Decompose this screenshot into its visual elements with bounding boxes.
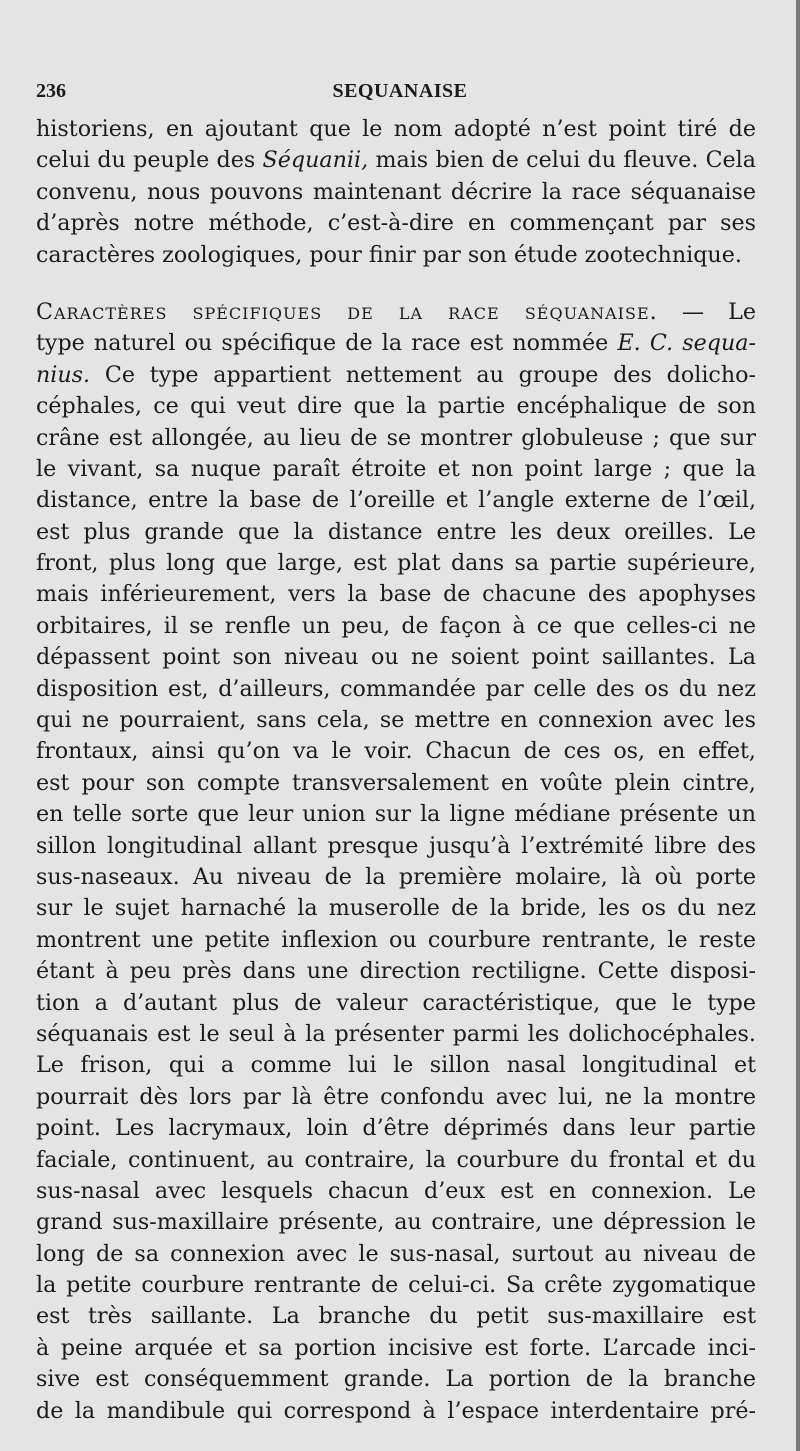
text-line: céphales, ce qui veut dire que la partie encéphalique de son [36,393,756,420]
text-line: faciale, continuent, au contraire, la courbure du frontal et du [36,1146,756,1173]
text-fragment: celui du peuple des [36,147,263,174]
section-heading: Caractères spécifiques de la race séquanaise. [36,298,658,325]
text-line: est pour son compte transversalement en voûte plein cintre, [36,769,756,796]
text-line: à peine arquée et sa portion incisive est forte. L’arcade inci- [36,1334,756,1361]
running-head [36,80,764,108]
page-number: 236 [36,80,66,102]
text-line: mais inférieurement, vers la base de chacune des apophyses [36,581,756,608]
text-line: d’après notre méthode, c’est-à-dire en commençant par ses [36,210,756,237]
text-fragment: type naturel ou spécifique de la race est nommée [36,330,618,357]
italic-term: nius. [36,361,91,388]
text-line: séquanais est le seul à la présenter parmi les dolichocéphales. [36,1020,756,1047]
paragraph-gap [36,271,756,297]
text-line: historiens, en ajoutant que le nom adopté n’est point tiré de [36,116,756,142]
text-line: est très saillante. La branche du petit sus-maxillaire est [36,1303,756,1330]
text-line: long de sa connexion avec le sus-nasal, surtout au niveau de [36,1240,756,1267]
text-line: de la mandibule qui correspond à l’espace interdentaire pré- [36,1397,756,1424]
text-line: dépassent point son niveau ou ne soient point saillantes. La [36,644,756,671]
text-line: caractères zoologiques, pour finir par son étude zootechnique. [36,241,742,268]
text-line: frontaux, ainsi qu’on va le voir. Chacun de ces os, en effet, [36,738,756,765]
text-line: la petite courbure rentrante de celui-ci. Sa crête zygomatique [36,1272,756,1299]
text-line [36,145,756,176]
text-fragment: — Le [657,298,756,325]
text-line: tion a d’autant plus de valeur caractéristique, que le type [36,989,756,1016]
text-line: crâne est allongée, au lieu de se montrer globuleuse ; que sur [36,424,756,451]
italic-term: E. C. sequa- [617,330,756,357]
text-line: convenu, nous pouvons maintenant décrire la race séquanaise [36,178,756,205]
text-line: point. Les lacrymaux, loin d’être déprimés dans leur partie [36,1115,756,1142]
text-line: sive est conséquemment grande. La portion de la branche [36,1366,756,1393]
text-fragment: mais bien de celui du fleuve. Cela [368,147,757,174]
text-line: étant à peu près dans une direction rectiligne. Cette disposi- [36,958,756,985]
text-line: sur le sujet harnaché la muserolle de la bride, les os du nez [36,895,756,922]
text-line: en telle sorte que leur union sur la ligne médiane présente un [36,801,756,828]
text-line: disposition est, d’ailleurs, commandée par celle des os du nez [36,675,756,702]
text-line: Le frison, qui a comme lui le sillon nasal longitudinal et [36,1052,756,1079]
running-title: SEQUANAISE [332,80,468,102]
italic-term: Séquanii, [262,147,369,174]
text-line: front, plus long que large, est plat dans sa partie supérieure, [36,550,756,577]
text-line [36,360,756,391]
text-line [36,328,756,359]
text-line: qui ne pourraient, sans cela, se mettre en connexion avec les [36,707,756,734]
text-line: est plus grande que la distance entre les deux oreilles. Le [36,518,756,545]
text-line: distance, entre la base de l’oreille et l’angle externe de l’œil, [36,487,756,514]
text-fragment: Ce type appartient nettement au groupe des dolicho- [90,361,756,388]
text-line: sus-naseaux. Au niveau de la première molaire, là où porte [36,863,756,890]
text-line: grand sus-maxillaire présente, au contraire, une dépression le [36,1209,756,1236]
text-line: orbitaires, il se renfle un peu, de façon à ce que celles-ci ne [36,612,756,639]
text-line: le vivant, sa nuque paraît étroite et non point large ; que la [36,455,756,482]
text-line: montrent une petite inflexion ou courbure rentrante, le reste [36,926,756,953]
text-line [36,297,756,328]
body-text [36,114,756,1427]
text-line: sillon longitudinal allant presque jusqu’à l’extrémité libre des [36,832,756,859]
text-line: pourrait dès lors par là être confondu avec lui, ne la montre [36,1083,756,1110]
text-line: sus-nasal avec lesquels chacun d’eux est en connexion. Le [36,1177,756,1204]
